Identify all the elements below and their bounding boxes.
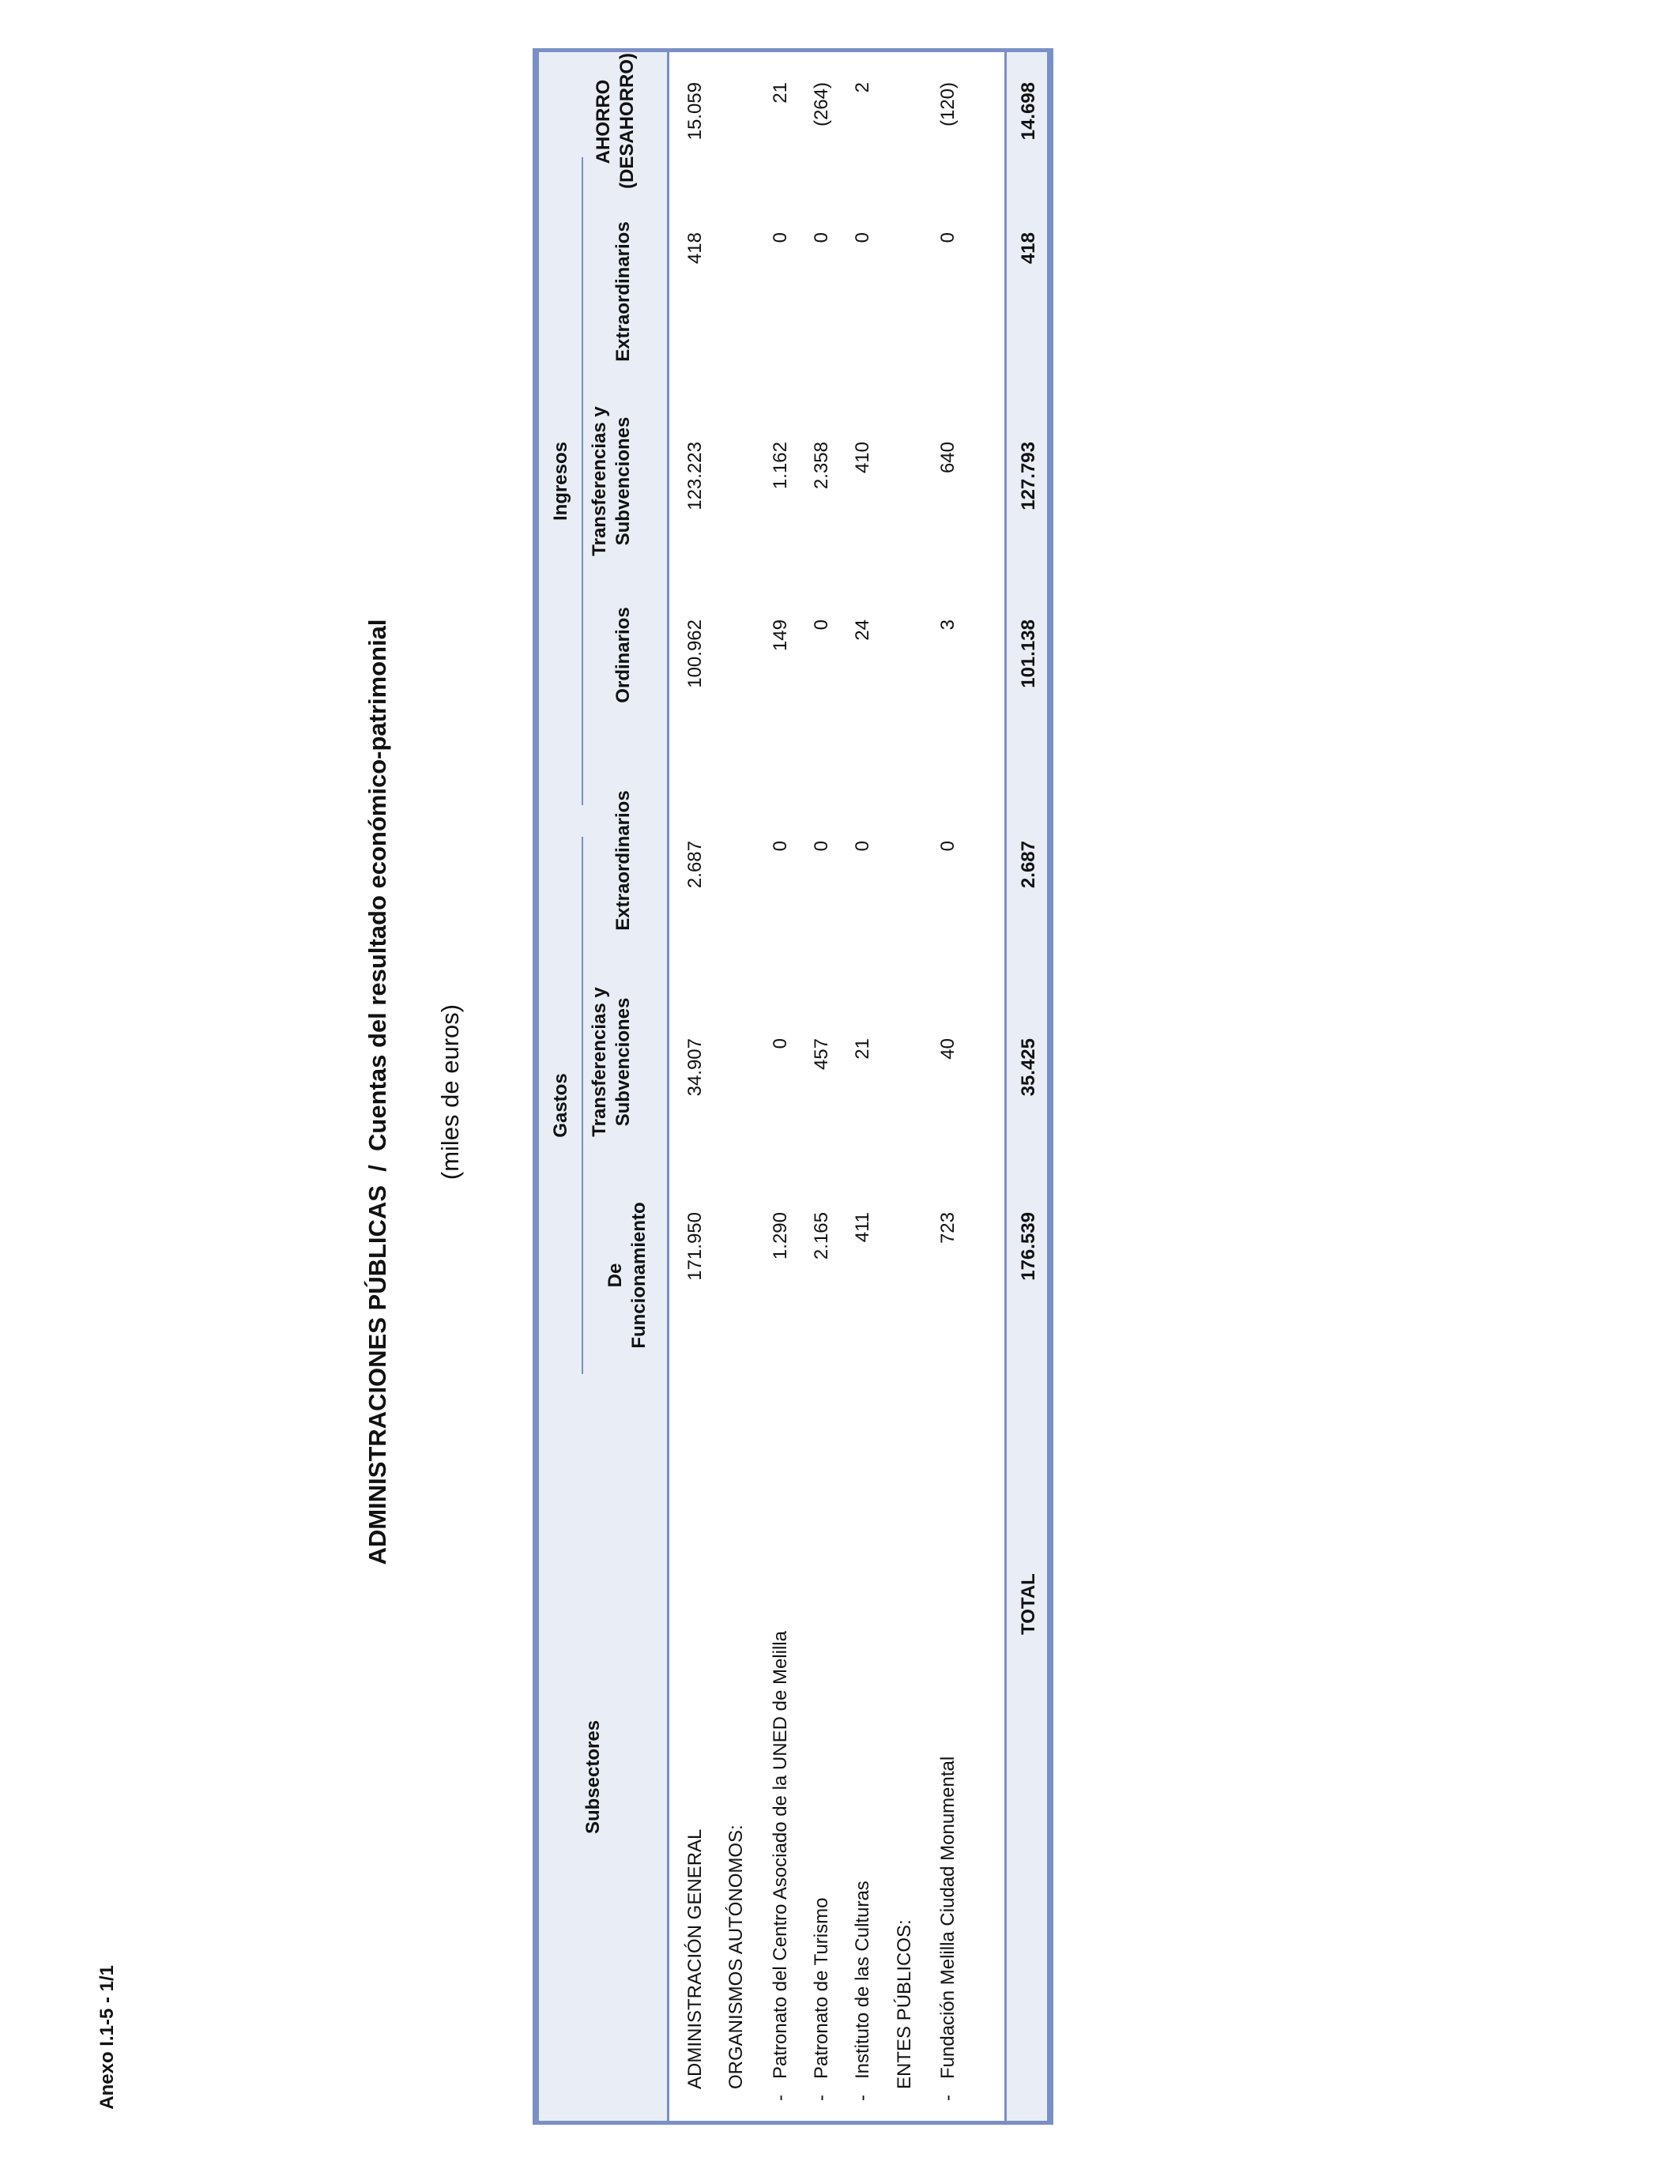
cell-gastos-extraordinarios: 0: [811, 841, 832, 852]
cell-ingresos-extraordinarios: 0: [852, 232, 873, 243]
total-ahorro: 14.698: [1018, 82, 1039, 141]
cell-gastos-funcionamiento: 171.950: [684, 1212, 706, 1281]
col-gastos-transferencias: Transferencias y Subvenciones: [589, 987, 634, 1137]
cell-gastos-transferencias: 0: [770, 1038, 791, 1049]
gastos-group-rule: [582, 837, 583, 1374]
cell-ingresos-ordinarios: 0: [811, 619, 832, 631]
row-dash: -: [811, 2095, 832, 2101]
cell-gastos-extraordinarios: 0: [852, 841, 873, 852]
table-right-rule: [533, 48, 1050, 52]
row-label: ORGANISMOS AUTÓNOMOS:: [725, 1824, 747, 2089]
cell-gastos-extraordinarios: 2.687: [684, 841, 706, 889]
row-dash: -: [770, 2095, 791, 2101]
page-title: ADMINISTRACIONES PÚBLICAS / Cuentas del resultado económico-patrimonial: [363, 619, 391, 1565]
cell-gastos-extraordinarios: 0: [770, 841, 791, 852]
cell-ingresos-extraordinarios: 0: [811, 232, 832, 243]
ingresos-group-rule: [582, 157, 583, 805]
row-label: Fundación Melilla Ciudad Monumental: [937, 1756, 959, 2079]
cell-gastos-funcionamiento: 411: [852, 1212, 873, 1243]
cell-ahorro: (264): [811, 82, 832, 127]
col-ingresos-extraordinarios: Extraordinarios: [612, 221, 634, 362]
row-label: Patronato de Turismo: [811, 1897, 832, 2079]
total-ingresos-ordinarios: 101.138: [1018, 619, 1039, 688]
row-dash: -: [937, 2095, 959, 2101]
cell-ingresos-extraordinarios: 0: [770, 232, 791, 243]
table-left-rule: [533, 2121, 1050, 2125]
row-label: Instituto de las Culturas: [852, 1881, 873, 2079]
cell-ingresos-transferencias: 2.358: [811, 442, 832, 490]
cell-gastos-transferencias: 21: [852, 1038, 873, 1060]
cell-ahorro: 2: [852, 82, 873, 93]
col-ingresos-ordinarios: Ordinarios: [612, 607, 634, 703]
cell-gastos-funcionamiento: 1.290: [770, 1212, 791, 1260]
cell-ingresos-ordinarios: 3: [937, 619, 959, 631]
cell-ahorro: (120): [937, 82, 959, 127]
cell-ingresos-transferencias: 123.223: [684, 442, 706, 510]
cell-ingresos-ordinarios: 100.962: [684, 619, 706, 688]
units-caption: (miles de euros): [436, 1004, 464, 1180]
row-label: ADMINISTRACIÓN GENERAL: [684, 1828, 706, 2089]
col-ahorro: AHORRO (DESAHORRO): [593, 53, 638, 189]
cell-ingresos-extraordinarios: 0: [937, 232, 959, 243]
total-gastos-funcionamiento: 176.539: [1018, 1212, 1039, 1281]
row-label: Patronato del Centro Asociado de la UNED de Melilla: [770, 1631, 791, 2079]
results-table: [533, 48, 1050, 2125]
cell-gastos-funcionamiento: 2.165: [811, 1212, 832, 1260]
table-bottom-rule: [1047, 48, 1053, 2125]
cell-gastos-extraordinarios: 0: [937, 841, 959, 852]
row-dash: -: [852, 2095, 873, 2101]
cell-gastos-transferencias: 40: [937, 1038, 959, 1060]
ingresos-group-header: Ingresos: [550, 441, 571, 522]
cell-ingresos-transferencias: 640: [937, 442, 959, 474]
gastos-group-header: Gastos: [550, 1073, 571, 1138]
col-gastos-funcionamiento: De Funcionamiento: [605, 1202, 650, 1349]
row-label: ENTES PÚBLICOS:: [894, 1919, 915, 2089]
cell-ingresos-transferencias: 410: [852, 442, 873, 474]
total-ingresos-transferencias: 127.793: [1018, 442, 1039, 510]
cell-gastos-transferencias: 457: [811, 1038, 832, 1071]
total-gastos-extraordinarios: 2.687: [1018, 841, 1039, 889]
subsectores-header: Subsectores: [582, 1719, 604, 1835]
col-ingresos-transferencias: Transferencias y Subvenciones: [589, 406, 634, 556]
table-top-rule: [533, 48, 539, 2125]
annex-reference: Anexo I.1-5 - 1/1: [96, 1965, 118, 2110]
total-label: TOTAL: [1018, 1573, 1039, 1635]
table-header-rule: [667, 48, 669, 2125]
total-ingresos-extraordinarios: 418: [1018, 232, 1039, 265]
cell-ingresos-ordinarios: 149: [770, 619, 791, 652]
cell-ingresos-ordinarios: 24: [852, 619, 873, 641]
cell-ingresos-transferencias: 1.162: [770, 442, 791, 490]
cell-gastos-funcionamiento: 723: [937, 1212, 959, 1245]
cell-ingresos-extraordinarios: 418: [684, 232, 706, 265]
cell-gastos-transferencias: 34.907: [684, 1038, 706, 1097]
table-total-rule: [1004, 48, 1007, 2125]
col-gastos-extraordinarios: Extraordinarios: [612, 790, 634, 931]
cell-ahorro: 21: [770, 82, 791, 104]
total-gastos-transferencias: 35.425: [1018, 1038, 1039, 1097]
cell-ahorro: 15.059: [684, 82, 706, 141]
